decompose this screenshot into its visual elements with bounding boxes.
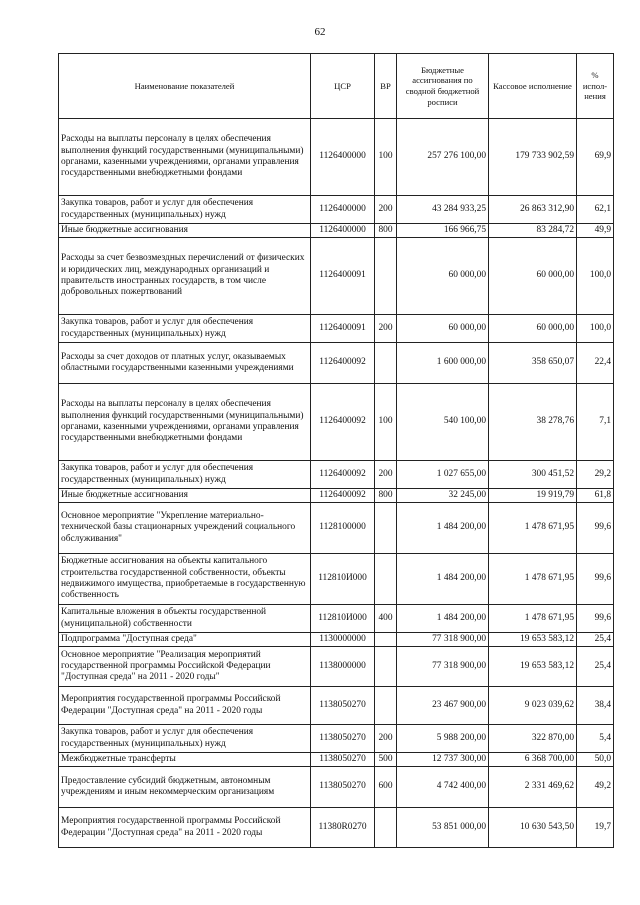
cell-percent: 50,0	[577, 753, 614, 767]
cell-csr: 1126400092	[311, 489, 375, 503]
cell-csr: 1126400000	[311, 224, 375, 238]
table-row	[59, 384, 614, 461]
cell-csr: 112810И000	[311, 605, 375, 633]
cell-percent: 69,9	[577, 119, 614, 196]
table-row	[59, 343, 614, 384]
cell-percent: 38,4	[577, 687, 614, 725]
cell-allocations: 60 000,00	[397, 238, 489, 315]
cell-cash: 358 650,07	[489, 343, 577, 384]
cell-csr: 112810И000	[311, 554, 375, 605]
table-header-row	[59, 54, 614, 119]
cell-percent: 25,4	[577, 633, 614, 647]
cell-name: Межбюджетные трансферты	[59, 753, 311, 767]
table-row	[59, 503, 614, 554]
table-row	[59, 753, 614, 767]
cell-cash: 179 733 902,59	[489, 119, 577, 196]
cell-allocations: 1 484 200,00	[397, 554, 489, 605]
cell-vr	[375, 633, 397, 647]
cell-csr: 11380R0270	[311, 808, 375, 848]
cell-csr: 1126400000	[311, 119, 375, 196]
cell-csr: 1126400092	[311, 343, 375, 384]
cell-percent: 5,4	[577, 725, 614, 753]
cell-percent: 100,0	[577, 315, 614, 343]
table-row	[59, 315, 614, 343]
cell-percent: 29,2	[577, 461, 614, 489]
cell-csr: 1138050270	[311, 767, 375, 808]
table-row	[59, 808, 614, 848]
cell-cash: 1 478 671,95	[489, 554, 577, 605]
cell-allocations: 77 318 900,00	[397, 647, 489, 687]
cell-csr: 1126400091	[311, 315, 375, 343]
cell-allocations: 77 318 900,00	[397, 633, 489, 647]
cell-cash: 9 023 039,62	[489, 687, 577, 725]
cell-cash: 60 000,00	[489, 238, 577, 315]
cell-name: Иные бюджетные ассигнования	[59, 489, 311, 503]
cell-cash: 322 870,00	[489, 725, 577, 753]
header-name: Наименование показателей	[59, 54, 311, 119]
cell-percent: 25,4	[577, 647, 614, 687]
cell-allocations: 60 000,00	[397, 315, 489, 343]
cell-name: Предоставление субсидий бюджетным, автономным учреждениям и иным некоммерческим организациям	[59, 767, 311, 808]
table-row	[59, 767, 614, 808]
cell-name: Мероприятия государственной программы Российской Федерации "Доступная среда" на 2011 - 2020 годы	[59, 808, 311, 848]
cell-allocations: 4 742 400,00	[397, 767, 489, 808]
cell-cash: 2 331 469,62	[489, 767, 577, 808]
cell-name: Расходы на выплаты персоналу в целях обеспечения выполнения функций государственными (муниципальными) органами, казенными учреждениями, органами управления государственными внебюджетными фондами	[59, 384, 311, 461]
cell-name: Закупка товаров, работ и услуг для обеспечения государственных (муниципальных) нужд	[59, 196, 311, 224]
cell-cash: 6 368 700,00	[489, 753, 577, 767]
cell-name: Мероприятия государственной программы Российской Федерации "Доступная среда" на 2011 - 2020 годы	[59, 687, 311, 725]
cell-cash: 19 653 583,12	[489, 633, 577, 647]
cell-percent: 49,2	[577, 767, 614, 808]
cell-vr	[375, 503, 397, 554]
cell-csr: 1138050270	[311, 753, 375, 767]
page-number: 62	[314, 26, 326, 38]
cell-vr: 800	[375, 224, 397, 238]
budget-execution-table	[58, 53, 614, 848]
cell-percent: 62,1	[577, 196, 614, 224]
table-row	[59, 605, 614, 633]
table-row	[59, 224, 614, 238]
cell-cash: 83 284,72	[489, 224, 577, 238]
cell-allocations: 43 284 933,25	[397, 196, 489, 224]
table-row	[59, 554, 614, 605]
cell-name: Закупка товаров, работ и услуг для обеспечения государственных (муниципальных) нужд	[59, 725, 311, 753]
cell-allocations: 166 966,75	[397, 224, 489, 238]
cell-csr: 1130000000	[311, 633, 375, 647]
cell-vr	[375, 647, 397, 687]
cell-vr: 500	[375, 753, 397, 767]
cell-allocations: 53 851 000,00	[397, 808, 489, 848]
header-cash: Кассовое исполнение	[489, 54, 577, 119]
cell-percent: 19,7	[577, 808, 614, 848]
cell-vr: 200	[375, 315, 397, 343]
cell-cash: 1 478 671,95	[489, 605, 577, 633]
cell-vr: 100	[375, 119, 397, 196]
cell-percent: 99,6	[577, 554, 614, 605]
cell-allocations: 1 484 200,00	[397, 503, 489, 554]
header-allocations: Бюджетные ассигнования по сводной бюджетной росписи	[397, 54, 489, 119]
cell-allocations: 1 027 655,00	[397, 461, 489, 489]
cell-cash: 38 278,76	[489, 384, 577, 461]
table-row	[59, 633, 614, 647]
cell-name: Расходы на выплаты персоналу в целях обеспечения выполнения функций государственными (муниципальными) органами, казенными учреждениями, органами управления государственными внебюджетными фондами	[59, 119, 311, 196]
cell-cash: 10 630 543,50	[489, 808, 577, 848]
cell-name: Подпрограмма "Доступная среда"	[59, 633, 311, 647]
cell-vr	[375, 238, 397, 315]
cell-percent: 22,4	[577, 343, 614, 384]
cell-percent: 61,8	[577, 489, 614, 503]
cell-name: Расходы за счет безвозмездных перечислений от физических и юридических лиц, международных организаций и правительств иностранных государств, в том числе добровольных пожертвований	[59, 238, 311, 315]
cell-cash: 300 451,52	[489, 461, 577, 489]
cell-name: Закупка товаров, работ и услуг для обеспечения государственных (муниципальных) нужд	[59, 315, 311, 343]
cell-cash: 1 478 671,95	[489, 503, 577, 554]
cell-cash: 26 863 312,90	[489, 196, 577, 224]
cell-allocations: 23 467 900,00	[397, 687, 489, 725]
cell-allocations: 1 484 200,00	[397, 605, 489, 633]
cell-allocations: 5 988 200,00	[397, 725, 489, 753]
cell-allocations: 32 245,00	[397, 489, 489, 503]
header-vr: ВР	[375, 54, 397, 119]
cell-csr: 1126400092	[311, 461, 375, 489]
cell-cash: 19 653 583,12	[489, 647, 577, 687]
cell-vr: 100	[375, 384, 397, 461]
cell-name: Капитальные вложения в объекты государственной (муниципальной) собственности	[59, 605, 311, 633]
cell-csr: 1126400000	[311, 196, 375, 224]
table-row	[59, 489, 614, 503]
cell-vr: 200	[375, 725, 397, 753]
cell-percent: 99,6	[577, 605, 614, 633]
cell-vr	[375, 343, 397, 384]
cell-name: Основное мероприятие "Реализация мероприятий государственной программы Российской Федерации "Доступная среда" на 2011 - 2020 годы"	[59, 647, 311, 687]
cell-name: Расходы за счет доходов от платных услуг, оказываемых областными государственными казенными учреждениями	[59, 343, 311, 384]
cell-csr: 1138050270	[311, 725, 375, 753]
table-row	[59, 119, 614, 196]
cell-vr	[375, 554, 397, 605]
cell-name: Основное мероприятие "Укрепление материально-технической базы стационарных учреждений социального обслуживания"	[59, 503, 311, 554]
cell-percent: 7,1	[577, 384, 614, 461]
cell-name: Бюджетные ассигнования на объекты капитального строительства государственной собственности, объекты недвижимого имущества, приобретаемые в государственную собственность	[59, 554, 311, 605]
cell-csr: 1138050270	[311, 687, 375, 725]
table-row	[59, 647, 614, 687]
cell-allocations: 540 100,00	[397, 384, 489, 461]
cell-vr: 200	[375, 196, 397, 224]
cell-allocations: 257 276 100,00	[397, 119, 489, 196]
cell-name: Иные бюджетные ассигнования	[59, 224, 311, 238]
cell-percent: 100,0	[577, 238, 614, 315]
table-row	[59, 687, 614, 725]
cell-cash: 60 000,00	[489, 315, 577, 343]
cell-vr: 600	[375, 767, 397, 808]
cell-vr	[375, 808, 397, 848]
cell-vr: 400	[375, 605, 397, 633]
table-row	[59, 196, 614, 224]
header-percent: % испол-нения	[577, 54, 614, 119]
cell-csr: 1138000000	[311, 647, 375, 687]
cell-percent: 49,9	[577, 224, 614, 238]
cell-allocations: 12 737 300,00	[397, 753, 489, 767]
cell-allocations: 1 600 000,00	[397, 343, 489, 384]
cell-csr: 1126400091	[311, 238, 375, 315]
cell-csr: 1126400092	[311, 384, 375, 461]
cell-percent: 99,6	[577, 503, 614, 554]
cell-name: Закупка товаров, работ и услуг для обеспечения государственных (муниципальных) нужд	[59, 461, 311, 489]
cell-cash: 19 919,79	[489, 489, 577, 503]
table-row	[59, 238, 614, 315]
cell-vr	[375, 687, 397, 725]
header-csr: ЦСР	[311, 54, 375, 119]
cell-vr: 800	[375, 489, 397, 503]
cell-vr: 200	[375, 461, 397, 489]
table-row	[59, 461, 614, 489]
table-row	[59, 725, 614, 753]
cell-csr: 1128100000	[311, 503, 375, 554]
